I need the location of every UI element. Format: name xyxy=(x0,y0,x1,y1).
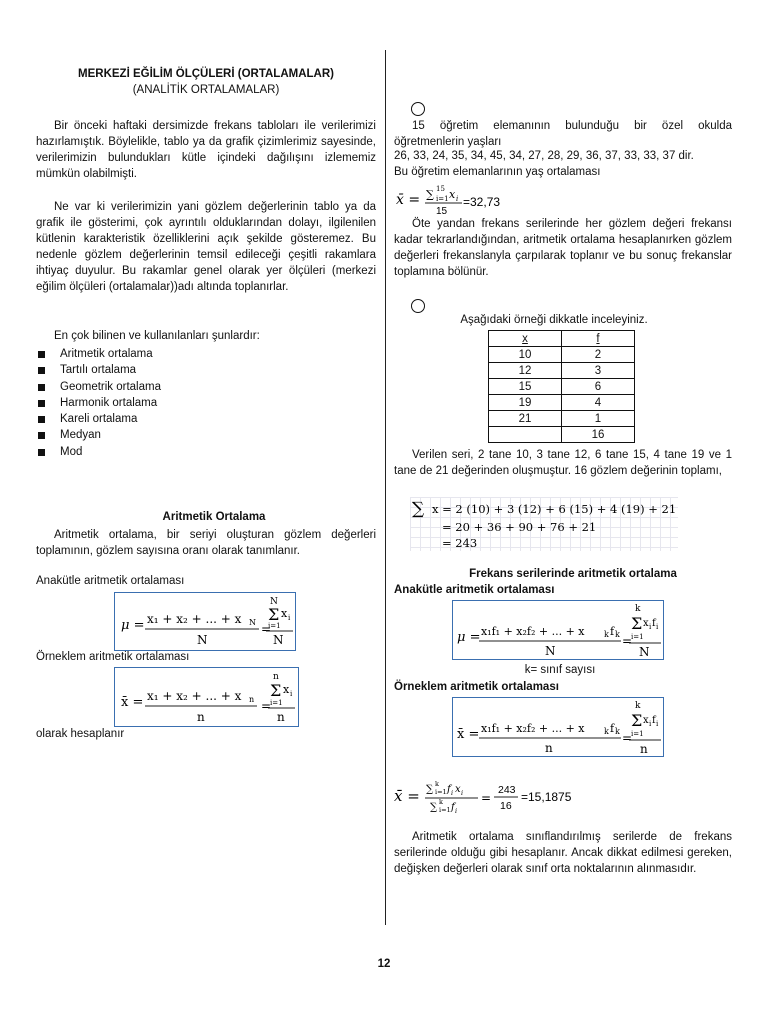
svg-text:Σ: Σ xyxy=(631,711,643,730)
list-item: Mod xyxy=(36,444,336,460)
svg-text:N: N xyxy=(270,597,278,607)
example2-result-formula xyxy=(394,776,614,816)
table-cell xyxy=(489,427,562,443)
svg-text:N: N xyxy=(639,645,650,659)
svg-text:x: x xyxy=(281,607,288,620)
column-divider xyxy=(385,50,386,925)
svg-text:i: i xyxy=(649,623,652,631)
svg-text:x̄ =: x̄ = xyxy=(457,727,480,742)
svg-text:n: n xyxy=(197,710,205,724)
svg-text:k: k xyxy=(435,780,439,788)
population-frequency-mean-label: Anakütle aritmetik ortalaması xyxy=(394,584,555,596)
sum-line-3: = 243 xyxy=(442,536,478,550)
page-title: MERKEZİ EĞİLİM ÖLÇÜLERİ (ORTALAMALAR) xyxy=(78,68,334,80)
svg-text:∑: ∑ xyxy=(430,802,438,813)
svg-text:i=1: i=1 xyxy=(631,633,644,641)
svg-text:Σ: Σ xyxy=(270,681,282,700)
svg-text:k: k xyxy=(635,701,641,711)
svg-text:μ =: μ = xyxy=(121,618,145,633)
svg-text:i: i xyxy=(290,690,293,698)
list-item: Kareli ortalama xyxy=(36,411,336,427)
svg-text:∑: ∑ xyxy=(412,499,425,519)
svg-text:i=1: i=1 xyxy=(439,806,451,814)
svg-text:f: f xyxy=(652,715,656,726)
frequency-series-text: Öte yandan frekans serilerinde her gözlem değeri frekansı kadar tekrarlandığından, aritmetik ortalama hesaplanırken gözlem değerleri frekanslanyla çarpılarak toplanır ve bu sonuç frekanslar toplamına bölünür. xyxy=(394,218,732,278)
svg-text:f: f xyxy=(610,722,615,735)
frequency-mean-heading: Frekans serilerinde aritmetik ortalama xyxy=(469,568,677,580)
page-subtitle: (ANALİTİK ORTALAMALAR) xyxy=(132,84,280,96)
table-header: x xyxy=(489,331,562,347)
svg-text:f: f xyxy=(610,625,615,638)
svg-text:i: i xyxy=(451,789,454,797)
svg-text:i: i xyxy=(656,720,659,728)
sample-mean-equation xyxy=(115,668,298,726)
example1-data: 26, 33, 24, 35, 34, 45, 34, 27, 28, 29, 36, 37, 33, 33, 37 dir. xyxy=(394,150,694,162)
table-cell: 1 xyxy=(562,411,635,427)
svg-text:x: x xyxy=(283,683,290,696)
population-mean-formula xyxy=(114,592,296,651)
svg-text:∑: ∑ xyxy=(426,784,434,795)
example2-intro: Aşağıdaki örneği dikkatle inceleyiniz. xyxy=(460,314,648,326)
list-item: Geometrik ortalama xyxy=(36,379,336,395)
svg-text:∑: ∑ xyxy=(426,188,434,201)
final-numerator: 243 xyxy=(498,784,516,796)
svg-text:x₁ + x₂ + ... + x: x₁ + x₂ + ... + x xyxy=(147,612,242,626)
svg-text:k: k xyxy=(604,727,609,736)
svg-text:i=1: i=1 xyxy=(631,730,644,738)
closing-note: olarak hesaplanır xyxy=(36,728,125,740)
table-total-cell: 16 xyxy=(562,427,635,443)
svg-text:=: = xyxy=(622,731,633,745)
svg-text:f: f xyxy=(652,618,656,629)
example-marker-icon xyxy=(411,299,425,313)
table-row xyxy=(489,395,635,411)
population-frequency-mean-equation xyxy=(453,601,663,659)
example1-equation xyxy=(396,181,546,215)
grouped-series-note: Aritmetik ortalama sınıflandırılmış serilerde de frekans serilerinde olduğu gibi hesaplanır. Ancak dikkat edilmesi gereken, değişken değerleri olarak sınıf orta noktalarının alınmasıdır. xyxy=(394,831,732,875)
table-row xyxy=(489,363,635,379)
svg-text:k: k xyxy=(439,798,443,806)
svg-text:i: i xyxy=(455,807,458,815)
table-cell: 21 xyxy=(489,411,562,427)
svg-text:k: k xyxy=(615,727,620,736)
svg-text:x₁f₁ + x₂f₂ + ... + x: x₁f₁ + x₂f₂ + ... + x xyxy=(481,722,585,735)
arithmetic-mean-definition: Aritmetik ortalama, bir seriyi oluşturan gözlem değerleri toplamının, gözlem sayısına oranı olarak tanımlanır. xyxy=(36,529,376,557)
svg-text:Σ: Σ xyxy=(631,614,643,633)
table-header: f xyxy=(562,331,635,347)
svg-text:f: f xyxy=(451,802,455,813)
svg-text:i=1: i=1 xyxy=(436,195,449,203)
table-cell: 10 xyxy=(489,347,562,363)
section-heading-arithmetic-mean: Aritmetik Ortalama xyxy=(162,511,266,523)
sample-mean-label: Örneklem aritmetik ortalaması xyxy=(36,651,190,663)
svg-text:i: i xyxy=(649,720,652,728)
sum-line-2: = 20 + 36 + 90 + 76 + 21 xyxy=(442,520,597,534)
table-cell: 2 xyxy=(562,347,635,363)
sample-frequency-mean-equation xyxy=(453,698,663,756)
example2-result-equation xyxy=(394,776,614,816)
svg-text:Σ: Σ xyxy=(268,605,280,624)
population-frequency-mean-formula xyxy=(452,600,664,660)
table-cell: 6 xyxy=(562,379,635,395)
table-cell: 15 xyxy=(489,379,562,395)
sum-line-1: x = 2 (10) + 3 (12) + 6 (15) + 4 (19) + 21 xyxy=(432,502,677,516)
svg-text:n: n xyxy=(640,742,648,756)
frequency-table xyxy=(488,330,635,443)
page-number: 12 xyxy=(377,958,391,970)
population-mean-equation xyxy=(115,593,295,650)
sample-mean-formula xyxy=(114,667,299,727)
svg-text:x̄ =: x̄ = xyxy=(396,192,421,208)
svg-text:i=1: i=1 xyxy=(435,788,447,796)
svg-text:=: = xyxy=(622,634,633,648)
example1-text: 15 öğretim elemanının bulunduğu bir özel okulda öğretmenlerin yaşları xyxy=(394,120,732,148)
svg-text:N: N xyxy=(545,644,556,658)
svg-text:n: n xyxy=(545,741,553,755)
svg-text:k: k xyxy=(615,630,620,639)
svg-text:=: = xyxy=(481,791,492,805)
example1-result: =32,73 xyxy=(463,195,501,209)
table-cell: 12 xyxy=(489,363,562,379)
example1-question: Bu öğretim elemanlarının yaş ortalaması xyxy=(394,166,601,178)
svg-text:k: k xyxy=(604,630,609,639)
sum-calculation-equation xyxy=(410,497,678,551)
class-count-note: k= sınıf sayısı xyxy=(524,664,596,676)
svg-text:n: n xyxy=(249,695,255,704)
svg-text:x: x xyxy=(455,784,461,795)
average-types-list xyxy=(36,346,336,460)
table-cell: 4 xyxy=(562,395,635,411)
svg-text:k: k xyxy=(635,604,641,614)
sample-frequency-mean-label: Örneklem aritmetik ortalaması xyxy=(394,681,559,693)
svg-text:x̄ =: x̄ = xyxy=(394,787,420,805)
intro-paragraph-1: Bir önceki haftaki dersimizde frekans tabloları ile verilerimizi hazırlamıştık. Böylelikle, tablo ya da grafik çizimlerimiz sayesinde, verilerimizin bulundukları kütle içindeki dağılışını izlememiz mümkün olabilmişti. xyxy=(36,120,376,180)
svg-text:15: 15 xyxy=(436,185,445,193)
table-cell: 3 xyxy=(562,363,635,379)
list-intro: En çok bilinen ve kullanılanları şunlardır: xyxy=(54,330,260,342)
table-row xyxy=(489,347,635,363)
svg-text:n: n xyxy=(277,710,285,724)
svg-text:i=1: i=1 xyxy=(270,699,283,707)
svg-text:f: f xyxy=(447,784,451,795)
svg-text:x: x xyxy=(643,715,649,726)
table-row xyxy=(489,379,635,395)
svg-text:x̄ =: x̄ = xyxy=(121,695,144,710)
sample-frequency-mean-formula xyxy=(452,697,664,757)
table-row xyxy=(489,411,635,427)
example1-formula xyxy=(396,181,546,215)
final-denominator: 16 xyxy=(500,800,512,812)
svg-text:x: x xyxy=(643,618,649,629)
svg-text:x₁f₁ + x₂f₂ + ... + x: x₁f₁ + x₂f₂ + ... + x xyxy=(481,625,585,638)
population-mean-label: Anakütle aritmetik ortalaması xyxy=(36,575,185,587)
table-cell: 19 xyxy=(489,395,562,411)
table-row xyxy=(489,427,635,443)
svg-text:i=1: i=1 xyxy=(268,622,281,630)
svg-text:N: N xyxy=(197,633,208,647)
svg-text:i: i xyxy=(461,789,464,797)
svg-text:i: i xyxy=(656,623,659,631)
final-result: =15,1875 xyxy=(521,790,572,804)
svg-text:x₁ + x₂ + ... + x: x₁ + x₂ + ... + x xyxy=(147,689,242,703)
list-item: Tartılı ortalama xyxy=(36,362,336,378)
example1-n: 15 xyxy=(436,206,448,215)
svg-text:=: = xyxy=(261,699,272,713)
list-item: Harmonik ortalama xyxy=(36,395,336,411)
svg-text:μ =: μ = xyxy=(457,630,481,645)
sum-calculation xyxy=(410,497,678,551)
svg-text:N: N xyxy=(249,618,256,627)
svg-text:N: N xyxy=(273,633,284,647)
example2-text: Verilen seri, 2 tane 10, 3 tane 12, 6 tane 15, 4 tane 19 ve 1 tane de 21 değerinden oluşmuştur. 16 gözlem değerinin toplamı, xyxy=(394,449,732,477)
list-item: Aritmetik ortalama xyxy=(36,346,336,362)
example-marker-icon xyxy=(411,102,425,116)
list-item: Medyan xyxy=(36,427,336,443)
svg-text:=: = xyxy=(261,622,272,636)
svg-text:i: i xyxy=(456,195,459,203)
intro-paragraph-2: Ne var ki verilerimizin yani gözlem değerlerinin tablo ya da grafik ile gösterimi, çok ayrıntılı olduklarından dolayı, ilgilenilen kütlenin karakteristik özelliklerini açık şekilde gösteremez. Bu nedenle gözlem değerlerinin temsil edileceği çeşitli rakamlara ihtiyaç duyulur. Bu rakamlar genel olarak yer ölçüleri (merkezi eğilim ölçüleri (ortalamalar))adı altında toplanırlar. xyxy=(36,201,376,293)
svg-text:i: i xyxy=(288,614,291,622)
svg-text:x: x xyxy=(449,188,456,201)
svg-text:n: n xyxy=(273,672,279,682)
